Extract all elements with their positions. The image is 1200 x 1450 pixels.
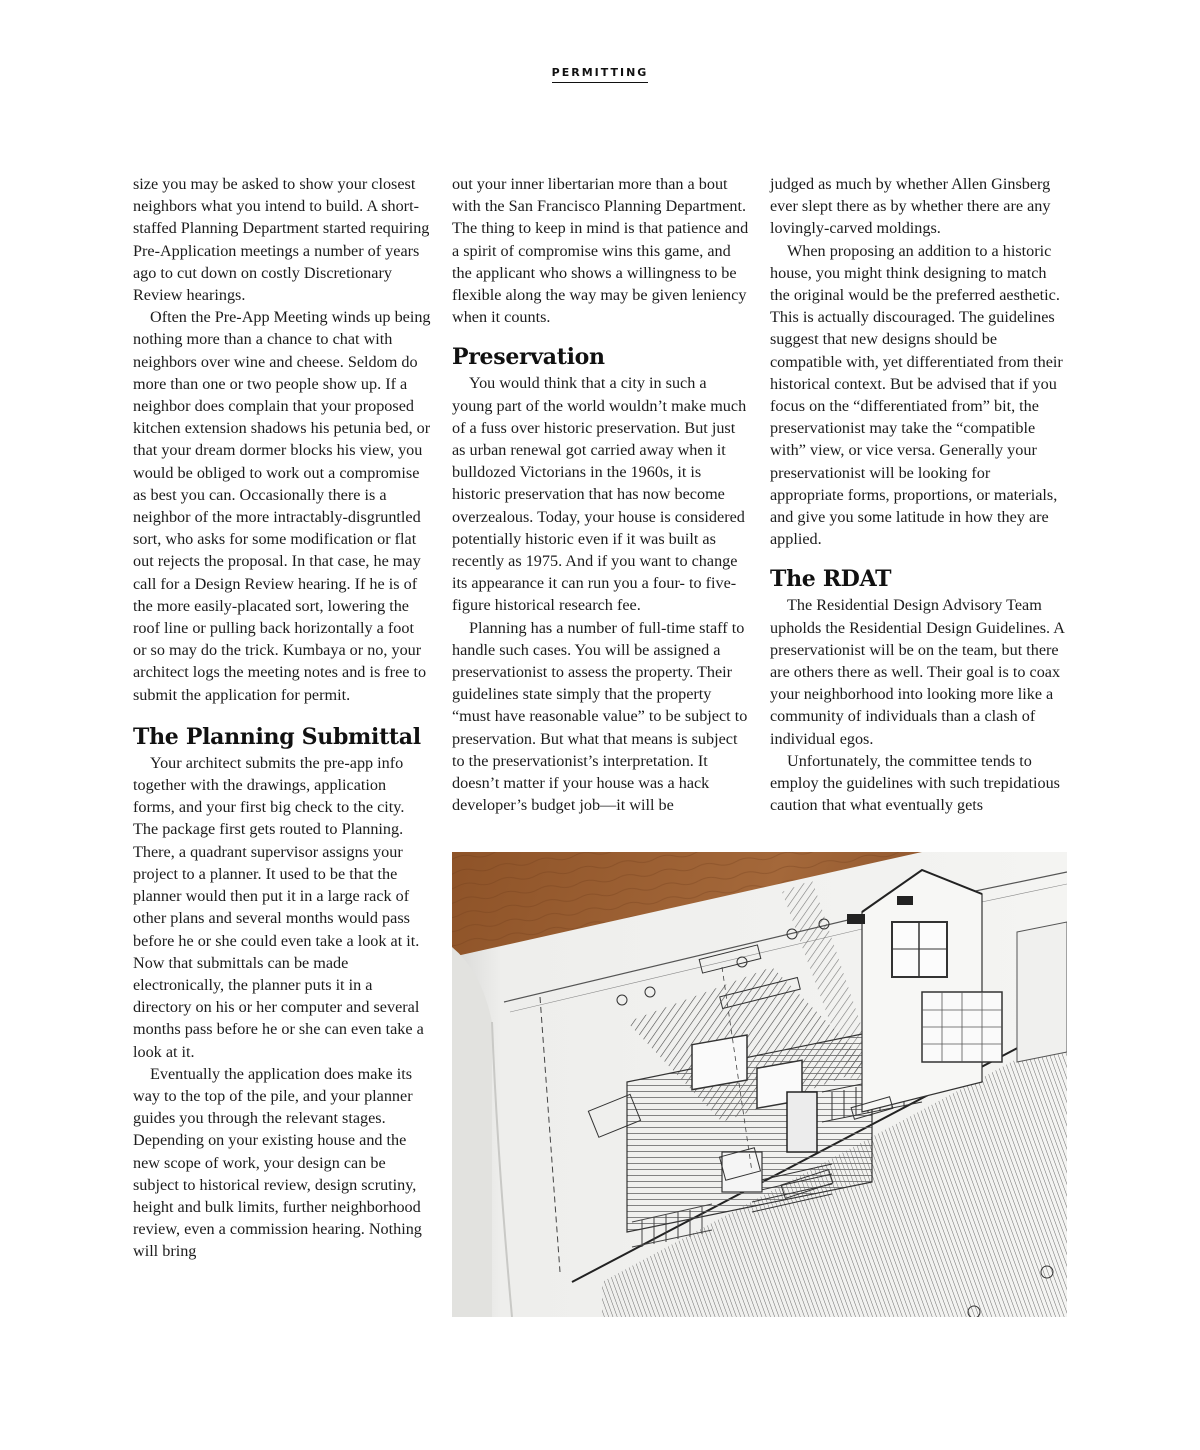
section-heading-planning-submittal: The Planning Submittal: [133, 723, 421, 750]
text-column-1: [133, 173, 431, 1263]
paragraph: You would think that a city in such a young part of the world wouldn’t make much of a fuss over historic preservation. But just as urban renewal got carried away when it bulldozed Victorians in the 1960s, it is historic preservation that has now become overzealous. Today, your house is considered potentially historic even if it was built as recently as 1975. And if you want to change its appearance it can run you a four- to five-figure historical research fee.: [452, 374, 747, 615]
paragraph: Unfortunately, the committee tends to employ the guidelines with such trepidatious caution that what eventually gets: [770, 751, 1060, 815]
section-heading-rdat: The RDAT: [770, 566, 892, 593]
blueprint-photo: [452, 852, 1067, 1317]
text-column-3: [770, 173, 1068, 816]
section-header: [0, 63, 1200, 83]
paragraph: judged as much by whether Allen Ginsberg ever slept there as by whether there are any lovingly-carved moldings.: [770, 175, 1051, 238]
paragraph: The Residential Design Advisory Team upholds the Residential Design Guidelines. A preservationist will be on the team, but there are others there as well. Their goal is to coax your neighborhood into looking more like a community of individuals than a clash of individual egos.: [770, 596, 1065, 748]
blueprint-illustration: [452, 852, 1067, 1317]
paragraph: size you may be asked to show your closest neighbors what you intend to build. A short-staffed Planning Department started requiring Pre-Application meetings a number of years ago to cut down on costly Discretionary Review hearings.: [133, 175, 430, 305]
paragraph: Often the Pre-App Meeting winds up being nothing more than a chance to chat with neighbors over wine and cheese. Seldom do more than one or two people show up. If a neighbor does complain that your proposed kitchen extension shadows his petunia bed, or that your dream dormer blocks his view, you would be obliged to work out a compromise as best you can. Occasionally there is a neighbor of the more intractably-disgruntled sort, who asks for some modification or flat out rejects the proposal. In that case, he may call for a Design Review hearing. If he is of the more easily-placated sort, lowering the roof line or pulling back horizontally a foot or so may do the trick. Kumbaya or no, your architect logs the meeting notes and is free to submit the application for permit.: [133, 308, 431, 704]
paragraph: Your architect submits the pre-app info together with the drawings, application forms, and your first big check to the city. The package first gets routed to Planning. There, a quadrant supervisor assigns your project to a planner. It used to be that the planner would then put it in a large rack of other plans and several months would pass before he or she could even take a look at it. Now that submittals can be made electronically, the planner puts it in a directory on his or her computer and several months pass before he or she can even take a look at it.: [133, 753, 424, 1061]
paragraph: When proposing an addition to a historic house, you might think designing to match the original would be the preferred aesthetic. This is actually discouraged. The guidelines suggest that new designs should be compatible with, yet differentiated from their historical context. But be advised that if you focus on the “differentiated from” bit, the preservationist may take the “compatible with” view, or vice versa. Generally your preservationist will be looking for appropriate forms, proportions, or materials, and give you some latitude in how they are applied.: [770, 241, 1063, 549]
text-column-2: [452, 173, 750, 816]
paragraph: Eventually the application does make its way to the top of the pile, and your planner guides you through the relevant stages. Depending on your existing house and the new scope of work, your design can be subject to historical review, design scrutiny, height and bulk limits, further neighborhood review, even a commission hearing. Nothing will bring: [133, 1064, 422, 1261]
section-title: PERMITTING: [552, 66, 649, 83]
paragraph: Planning has a number of full-time staff to handle such cases. You will be assigned a preservationist to assess the property. Their guidelines state simply that the property “must have reasonable value” to be subject to preservation. But what that means is subject to the preservationist’s interpretation. It doesn’t matter if your house was a hack developer’s budget job—it will be: [452, 618, 748, 815]
paragraph: out your inner libertarian more than a bout with the San Francisco Planning Department. The thing to keep in mind is that patience and a spirit of compromise wins this game, and the applicant who shows a willingness to be flexible along the way may be given leniency when it counts.: [452, 175, 749, 327]
section-heading-preservation: Preservation: [452, 344, 605, 371]
